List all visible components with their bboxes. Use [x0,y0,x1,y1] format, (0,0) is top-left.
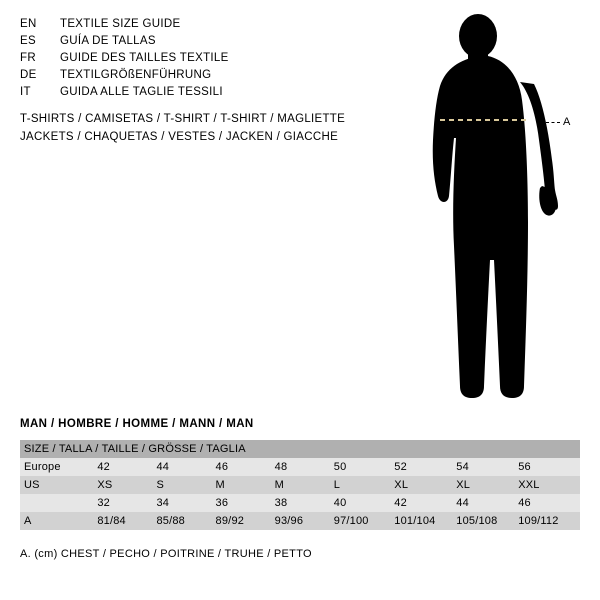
row-cell: 101/104 [394,515,436,527]
language-row [20,16,360,33]
size-table-head [20,440,580,458]
row-cell: 85/88 [156,515,185,527]
size-table-body [20,458,580,530]
row-cell: 52 [394,461,407,473]
man-silhouette-figure [400,10,600,410]
language-row [20,84,360,101]
category-jackets: JACKETS / CHAQUETAS / VESTES / JACKEN / GIACCHE [20,131,339,143]
row-cell: XXL [518,479,540,491]
language-row [20,33,360,50]
row-cell: 44 [156,461,170,473]
table-row [20,458,580,476]
row-cell: XL [456,479,471,491]
language-title: TEXTILE SIZE GUIDE [60,18,181,30]
row-label: A [24,515,32,527]
row-label: Europe [24,461,61,473]
row-cell: 89/92 [215,515,245,527]
row-cell: 40 [333,497,347,509]
language-title-block [20,16,360,101]
row-cell: 48 [274,461,288,473]
language-row [20,50,360,67]
row-cell: 105/108 [456,515,498,527]
row-cell: 46 [215,461,229,473]
category-tshirts: T-SHIRTS / CAMISETAS / T-SHIRT / T-SHIRT / MAGLIETTE [20,113,346,125]
table-row-header [20,440,580,458]
measure-leader-line [546,122,560,123]
row-cell: 44 [456,497,469,509]
language-title: GUÍA DE TALLAS [60,35,156,47]
table-row [20,476,580,494]
row-cell: 42 [394,497,407,509]
row-cell: 32 [97,497,110,509]
language-title: GUIDA ALLE TAGLIE TESSILI [60,86,223,98]
size-table-header-label: SIZE / TALLA / TAILLE / GRÖSSE / TAGLIA [20,440,580,458]
language-title: GUIDE DES TAILLES TEXTILE [60,52,229,64]
language-code: EN [20,18,37,30]
language-title: TEXTILGRÖßENFÜHRUNG [60,69,212,81]
row-cell: M [215,479,225,491]
measure-label-a: A [563,116,571,128]
table-row [20,494,580,512]
row-cell: 42 [97,461,110,473]
language-code: ES [20,35,36,47]
row-cell: 34 [156,497,170,509]
language-code: FR [20,52,36,64]
row-cell: 97/100 [333,515,369,527]
row-cell: 46 [518,497,531,509]
category-block [20,110,420,146]
size-table [20,440,580,530]
footnote: A. (cm) CHEST / PECHO / POITRINE / TRUHE / PETTO [20,548,312,560]
language-row [20,67,360,84]
row-cell: 54 [456,461,469,473]
row-cell: 93/96 [274,515,304,527]
language-code: DE [20,69,37,81]
row-cell: 50 [333,461,347,473]
table-row [20,512,580,530]
row-label: US [24,479,40,491]
table-title: MAN / HOMBRE / HOMME / MANN / MAN [20,418,254,430]
silhouette-icon [400,10,600,410]
row-cell: XL [394,479,409,491]
row-cell: 109/112 [518,515,559,527]
row-cell: L [333,479,341,491]
row-cell: 38 [274,497,288,509]
row-label [20,494,97,512]
row-cell: 36 [215,497,229,509]
row-cell: S [156,479,164,491]
row-cell: 56 [518,461,531,473]
row-cell: 81/84 [97,515,126,527]
language-code: IT [20,86,31,98]
row-cell: XS [97,479,113,491]
row-cell: M [274,479,285,491]
